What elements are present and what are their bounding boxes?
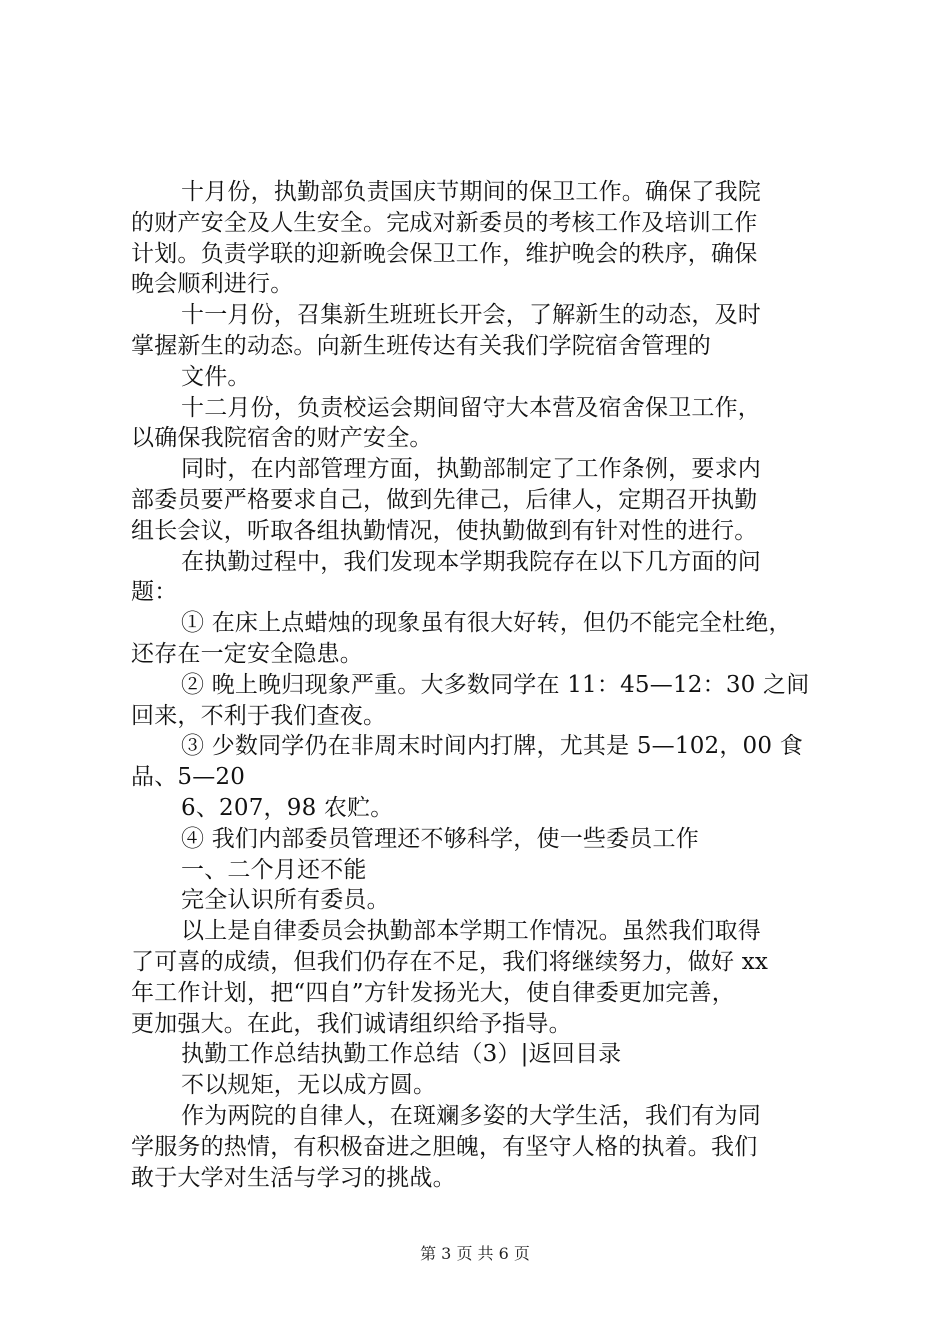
text-line: 计划。负责学联的迎新晚会保卫工作，维护晚会的秩序，确保 <box>131 240 758 267</box>
text-line: 十月份，执勤部负责国庆节期间的保卫工作。确保了我院 <box>181 179 761 205</box>
text-line: ② 晚上晚归现象严重。大多数同学在 11：45—12：30 之间 <box>181 671 810 698</box>
text-line: 一、二个月还不能 <box>181 856 367 883</box>
text-line: 执勤工作总结执勤工作总结（3）|返回目录 <box>181 1041 622 1068</box>
text-line: 不以规矩，无以成方圆。 <box>181 1072 437 1099</box>
text-line: 了可喜的成绩，但我们仍存在不足，我们将继续努力，做好 xx <box>131 948 769 975</box>
text-line: 在执勤过程中，我们发现本学期我院存在以下几方面的问 <box>181 548 761 575</box>
document-body <box>131 177 831 1193</box>
text-line: 同时，在内部管理方面，执勤部制定了工作条例，要求内 <box>181 456 761 483</box>
text-line: 组长会议，听取各组执勤情况，使执勤做到有针对性的进行。 <box>131 517 758 544</box>
text-line: 十二月份，负责校运会期间留守大本营及宿舍保卫工作， <box>181 394 761 421</box>
text-line: 回来，不利于我们查夜。 <box>131 702 387 729</box>
text-line: 以上是自律委员会执勤部本学期工作情况。虽然我们取得 <box>181 918 761 945</box>
text-line: 晚会顺利进行。 <box>131 271 294 298</box>
page-footer: 第 3 页 共 6 页 <box>420 1244 530 1263</box>
text-line: 敢于大学对生活与学习的挑战。 <box>131 1164 456 1191</box>
text-line: 十一月份，召集新生班班长开会，了解新生的动态，及时 <box>181 302 761 329</box>
text-line: 6、207，98 农贮。 <box>181 794 394 821</box>
text-line: 题： <box>131 579 178 606</box>
text-line: ③ 少数同学仍在非周末时间内打牌，尤其是 5—102，00 食 <box>181 733 803 760</box>
text-line: 以确保我院宿舍的财产安全。 <box>131 425 433 452</box>
text-line: 品、5—20 <box>131 764 246 791</box>
text-line: 更加强大。在此，我们诚请组织给予指导。 <box>131 1010 572 1037</box>
text-line: ④ 我们内部委员管理还不够科学，使一些委员工作 <box>181 825 699 852</box>
text-line: 的财产安全及人生安全。完成对新委员的考核工作及培训工作 <box>131 209 758 236</box>
text-line: 年工作计划，把“四自”方针发扬光大，使自律委更加完善， <box>131 979 735 1006</box>
text-line: 还存在一定安全隐患。 <box>131 640 363 667</box>
text-line: 部委员要严格要求自己，做到先律己，后律人，定期召开执勤 <box>131 486 758 513</box>
text-line: ① 在床上点蜡烛的现象虽有很大好转，但仍不能完全杜绝， <box>181 610 792 637</box>
text-line: 文件。 <box>181 363 251 390</box>
text-line: 完全认识所有委员。 <box>181 887 390 914</box>
text-line: 掌握新生的动态。向新生班传达有关我们学院宿舍管理的 <box>131 332 711 359</box>
text-line: 作为两院的自律人，在斑斓多姿的大学生活，我们有为同 <box>181 1102 761 1129</box>
text-line: 学服务的热情，有积极奋进之胆魄，有坚守人格的执着。我们 <box>131 1133 758 1160</box>
